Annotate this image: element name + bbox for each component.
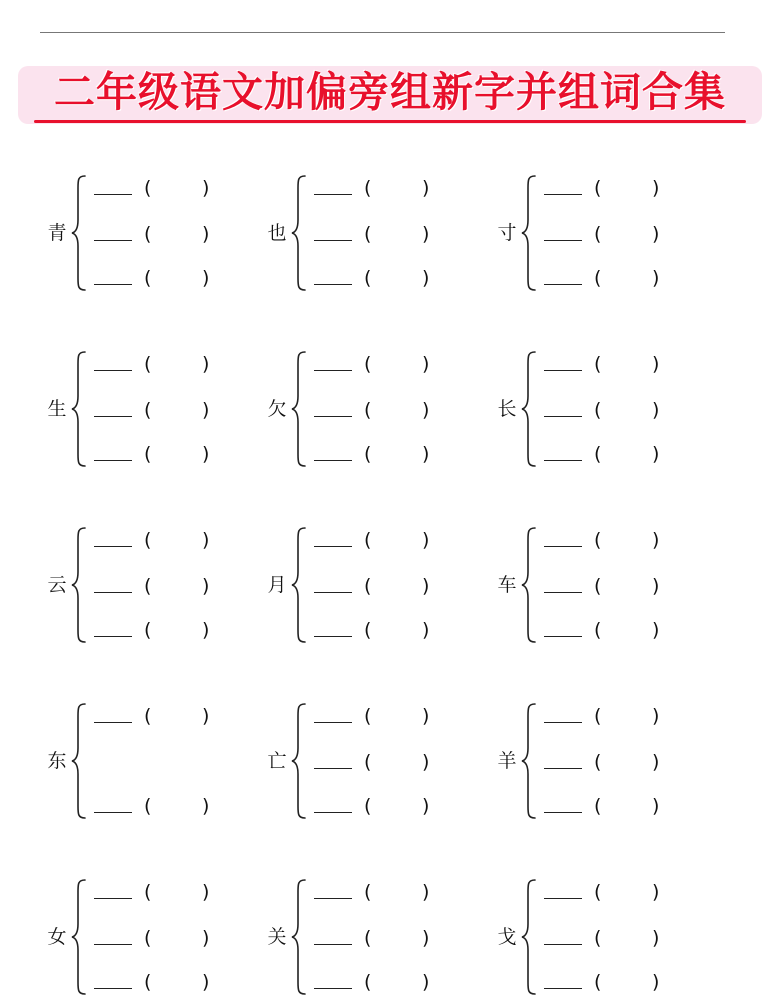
word-paren-open: ( <box>144 177 152 199</box>
answer-row <box>94 264 274 294</box>
word-paren-close: ) <box>652 575 660 597</box>
answer-row <box>94 572 274 602</box>
word-paren-close: ) <box>652 399 660 421</box>
word-paren-close: ) <box>652 705 660 727</box>
exercise-cell <box>492 170 722 300</box>
curly-brace-icon <box>520 174 538 292</box>
answer-row <box>544 220 724 250</box>
word-paren-open: ( <box>364 575 372 597</box>
answer-row <box>544 174 724 204</box>
word-paren-close: ) <box>422 353 430 375</box>
exercise-cell <box>42 170 272 300</box>
answer-row <box>314 572 494 602</box>
exercise-cell <box>492 698 722 828</box>
word-paren-close: ) <box>202 795 210 817</box>
word-paren-open: ( <box>144 795 152 817</box>
word-paren-close: ) <box>422 177 430 199</box>
word-paren-close: ) <box>422 927 430 949</box>
answer-row <box>544 924 724 954</box>
curly-brace-icon <box>290 526 308 644</box>
word-paren-open: ( <box>594 705 602 727</box>
word-paren-open: ( <box>364 927 372 949</box>
answer-row <box>544 264 724 294</box>
answer-row <box>94 616 274 646</box>
word-paren-open: ( <box>594 795 602 817</box>
base-character: 亡 <box>267 750 287 772</box>
answer-row <box>314 792 494 822</box>
word-paren-close: ) <box>202 529 210 551</box>
word-paren-close: ) <box>652 353 660 375</box>
new-character-blank[interactable] <box>314 988 352 989</box>
word-paren-close: ) <box>202 971 210 993</box>
answer-row <box>544 616 724 646</box>
word-paren-open: ( <box>594 399 602 421</box>
base-character: 羊 <box>497 750 517 772</box>
answer-row <box>94 968 274 998</box>
answer-row <box>314 350 494 380</box>
word-paren-close: ) <box>202 881 210 903</box>
curly-brace-icon <box>520 350 538 468</box>
base-character: 云 <box>47 574 67 596</box>
answer-row <box>544 396 724 426</box>
answer-row <box>314 968 494 998</box>
word-paren-open: ( <box>144 971 152 993</box>
word-paren-open: ( <box>144 705 152 727</box>
word-paren-close: ) <box>422 619 430 641</box>
word-paren-open: ( <box>364 619 372 641</box>
new-character-blank[interactable] <box>314 944 352 945</box>
word-paren-close: ) <box>652 267 660 289</box>
word-paren-open: ( <box>594 529 602 551</box>
new-character-blank[interactable] <box>94 592 132 593</box>
word-paren-open: ( <box>594 443 602 465</box>
word-paren-open: ( <box>594 927 602 949</box>
new-character-blank[interactable] <box>314 812 352 813</box>
word-paren-open: ( <box>594 177 602 199</box>
new-character-blank[interactable] <box>94 812 132 813</box>
base-character: 生 <box>47 398 67 420</box>
word-paren-open: ( <box>364 223 372 245</box>
base-character: 关 <box>267 926 287 948</box>
exercise-cell <box>262 346 492 476</box>
answer-row <box>314 878 494 908</box>
word-paren-close: ) <box>422 529 430 551</box>
answer-row <box>94 924 274 954</box>
new-character-blank[interactable] <box>94 546 132 547</box>
exercise-cell <box>492 522 722 652</box>
new-character-blank[interactable] <box>94 636 132 637</box>
new-character-blank[interactable] <box>544 546 582 547</box>
exercise-cell <box>42 698 272 828</box>
answer-row <box>314 616 494 646</box>
answer-row <box>544 702 724 732</box>
new-character-blank[interactable] <box>94 416 132 417</box>
new-character-blank[interactable] <box>544 768 582 769</box>
word-paren-close: ) <box>202 177 210 199</box>
new-character-blank[interactable] <box>314 240 352 241</box>
word-paren-close: ) <box>202 223 210 245</box>
word-paren-open: ( <box>364 881 372 903</box>
curly-brace-icon <box>520 878 538 996</box>
answer-row <box>94 878 274 908</box>
word-paren-close: ) <box>652 795 660 817</box>
exercise-cell <box>42 346 272 476</box>
base-character: 长 <box>497 398 517 420</box>
exercise-cell <box>492 346 722 476</box>
new-character-blank[interactable] <box>544 722 582 723</box>
new-character-blank[interactable] <box>94 370 132 371</box>
new-character-blank[interactable] <box>544 988 582 989</box>
word-paren-close: ) <box>422 223 430 245</box>
word-paren-open: ( <box>364 751 372 773</box>
answer-row <box>544 350 724 380</box>
word-paren-close: ) <box>652 223 660 245</box>
answer-row <box>314 748 494 778</box>
word-paren-open: ( <box>364 353 372 375</box>
word-paren-open: ( <box>144 223 152 245</box>
word-paren-open: ( <box>144 443 152 465</box>
answer-row <box>544 792 724 822</box>
word-paren-open: ( <box>364 177 372 199</box>
word-paren-open: ( <box>594 751 602 773</box>
word-paren-open: ( <box>364 795 372 817</box>
word-paren-close: ) <box>422 795 430 817</box>
answer-row <box>94 702 274 732</box>
new-character-blank[interactable] <box>314 284 352 285</box>
word-paren-close: ) <box>202 575 210 597</box>
word-paren-open: ( <box>144 927 152 949</box>
word-paren-close: ) <box>652 177 660 199</box>
answer-row <box>314 924 494 954</box>
new-character-blank[interactable] <box>94 988 132 989</box>
word-paren-open: ( <box>144 881 152 903</box>
word-paren-close: ) <box>652 971 660 993</box>
new-character-blank[interactable] <box>94 460 132 461</box>
new-character-blank[interactable] <box>94 284 132 285</box>
new-character-blank[interactable] <box>544 416 582 417</box>
word-paren-open: ( <box>364 399 372 421</box>
new-character-blank[interactable] <box>544 592 582 593</box>
word-paren-open: ( <box>594 881 602 903</box>
answer-row <box>544 526 724 556</box>
curly-brace-icon <box>290 350 308 468</box>
word-paren-open: ( <box>364 705 372 727</box>
word-paren-open: ( <box>594 223 602 245</box>
word-paren-close: ) <box>202 353 210 375</box>
answer-row <box>314 526 494 556</box>
new-character-blank[interactable] <box>314 194 352 195</box>
curly-brace-icon <box>290 174 308 292</box>
page-title: 二年级语文加偏旁组新字并组词合集 <box>54 68 726 116</box>
exercise-cell <box>262 698 492 828</box>
word-paren-close: ) <box>422 751 430 773</box>
new-character-blank[interactable] <box>544 284 582 285</box>
exercise-cell <box>42 522 272 652</box>
answer-row <box>544 440 724 470</box>
word-paren-close: ) <box>202 705 210 727</box>
new-character-blank[interactable] <box>94 240 132 241</box>
word-paren-close: ) <box>202 619 210 641</box>
word-paren-close: ) <box>422 971 430 993</box>
word-paren-close: ) <box>202 267 210 289</box>
word-paren-open: ( <box>144 399 152 421</box>
answer-row <box>314 396 494 426</box>
word-paren-open: ( <box>364 529 372 551</box>
base-character: 东 <box>47 750 67 772</box>
curly-brace-icon <box>70 878 88 996</box>
answer-row <box>94 220 274 250</box>
new-character-blank[interactable] <box>94 944 132 945</box>
word-paren-close: ) <box>652 443 660 465</box>
exercise-cell <box>262 170 492 300</box>
curly-brace-icon <box>70 174 88 292</box>
word-paren-open: ( <box>144 353 152 375</box>
word-paren-open: ( <box>594 971 602 993</box>
answer-row <box>94 396 274 426</box>
new-character-blank[interactable] <box>314 768 352 769</box>
word-paren-close: ) <box>202 443 210 465</box>
base-character: 也 <box>267 222 287 244</box>
word-paren-close: ) <box>652 927 660 949</box>
word-paren-close: ) <box>422 443 430 465</box>
word-paren-open: ( <box>144 529 152 551</box>
answer-row <box>314 174 494 204</box>
base-character: 欠 <box>267 398 287 420</box>
new-character-blank[interactable] <box>94 898 132 899</box>
new-character-blank[interactable] <box>94 722 132 723</box>
new-character-blank[interactable] <box>314 592 352 593</box>
word-paren-open: ( <box>364 971 372 993</box>
new-character-blank[interactable] <box>544 636 582 637</box>
curly-brace-icon <box>70 350 88 468</box>
answer-row <box>314 264 494 294</box>
word-paren-open: ( <box>594 267 602 289</box>
curly-brace-icon <box>70 526 88 644</box>
new-character-blank[interactable] <box>314 460 352 461</box>
answer-row <box>94 526 274 556</box>
curly-brace-icon <box>290 878 308 996</box>
answer-row <box>314 440 494 470</box>
word-paren-close: ) <box>422 705 430 727</box>
word-paren-open: ( <box>144 619 152 641</box>
word-paren-close: ) <box>652 619 660 641</box>
base-character: 青 <box>47 222 67 244</box>
curly-brace-icon <box>70 702 88 820</box>
base-character: 车 <box>497 574 517 596</box>
answer-row <box>544 968 724 998</box>
exercise-cell <box>262 874 492 1004</box>
new-character-blank[interactable] <box>544 460 582 461</box>
word-paren-close: ) <box>652 529 660 551</box>
new-character-blank[interactable] <box>544 194 582 195</box>
new-character-blank[interactable] <box>544 812 582 813</box>
word-paren-close: ) <box>422 881 430 903</box>
base-character: 女 <box>47 926 67 948</box>
answer-row <box>94 440 274 470</box>
base-character: 寸 <box>497 222 517 244</box>
word-paren-open: ( <box>144 575 152 597</box>
word-paren-open: ( <box>594 619 602 641</box>
word-paren-close: ) <box>422 399 430 421</box>
answer-row <box>544 878 724 908</box>
curly-brace-icon <box>520 526 538 644</box>
curly-brace-icon <box>290 702 308 820</box>
new-character-blank[interactable] <box>544 898 582 899</box>
base-character: 月 <box>267 574 287 596</box>
answer-row <box>314 702 494 732</box>
word-paren-close: ) <box>422 575 430 597</box>
new-character-blank[interactable] <box>544 370 582 371</box>
answer-row <box>94 350 274 380</box>
new-character-blank[interactable] <box>314 898 352 899</box>
answer-row <box>94 792 274 822</box>
new-character-blank[interactable] <box>314 722 352 723</box>
word-paren-close: ) <box>422 267 430 289</box>
word-paren-close: ) <box>202 399 210 421</box>
new-character-blank[interactable] <box>314 546 352 547</box>
word-paren-open: ( <box>364 267 372 289</box>
word-paren-close: ) <box>202 927 210 949</box>
word-paren-open: ( <box>594 575 602 597</box>
new-character-blank[interactable] <box>314 416 352 417</box>
base-character: 戈 <box>497 926 517 948</box>
word-paren-open: ( <box>364 443 372 465</box>
new-character-blank[interactable] <box>94 194 132 195</box>
exercise-cell <box>42 874 272 1004</box>
new-character-blank[interactable] <box>314 636 352 637</box>
answer-row <box>314 220 494 250</box>
exercise-cell <box>262 522 492 652</box>
new-character-blank[interactable] <box>544 240 582 241</box>
word-paren-close: ) <box>652 881 660 903</box>
curly-brace-icon <box>520 702 538 820</box>
word-paren-open: ( <box>594 353 602 375</box>
answer-row <box>544 748 724 778</box>
new-character-blank[interactable] <box>314 370 352 371</box>
exercise-cell <box>492 874 722 1004</box>
word-paren-open: ( <box>144 267 152 289</box>
new-character-blank[interactable] <box>544 944 582 945</box>
answer-row <box>544 572 724 602</box>
answer-row <box>94 174 274 204</box>
word-paren-close: ) <box>652 751 660 773</box>
